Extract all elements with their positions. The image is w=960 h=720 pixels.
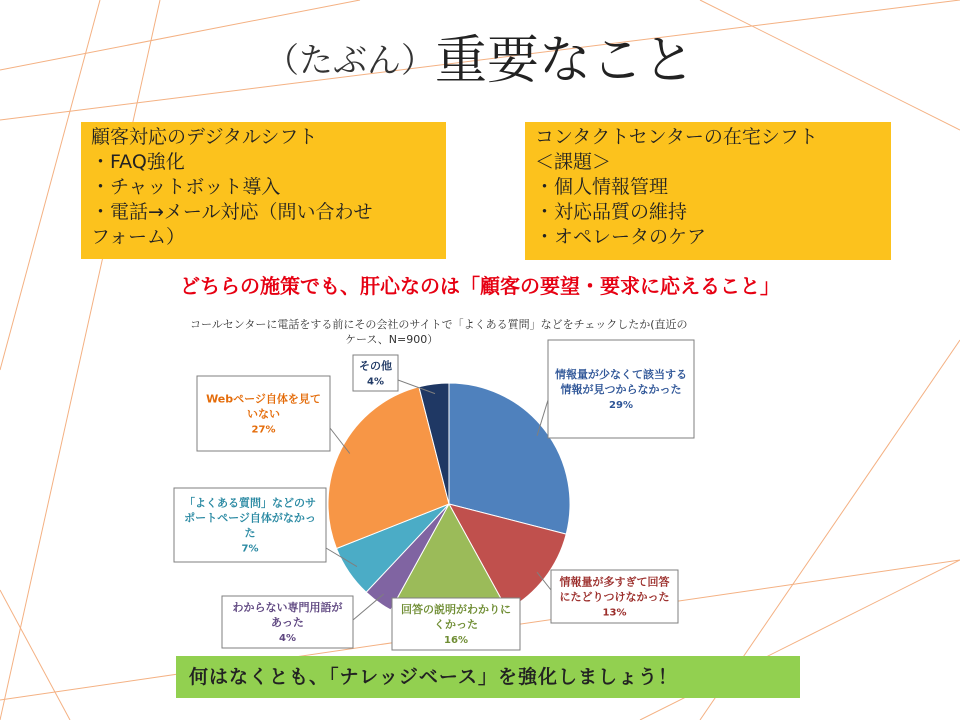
data-label bbox=[551, 570, 678, 623]
data-label-category: 回答の説明がわかりに bbox=[401, 603, 511, 616]
data-label-value: 27% bbox=[251, 424, 276, 436]
remote-shift-item: ・対応品質の維持 bbox=[535, 201, 688, 223]
chart-title-line: コールセンターに電話をする前にその会社のサイトで「よくある質問」などをチェックしたか(直近の bbox=[190, 318, 688, 331]
digital-shift-heading: 顧客対応のデジタルシフト bbox=[91, 126, 318, 148]
title-prefix: （たぶん） bbox=[264, 41, 435, 81]
digital-shift-item: ・電話→メール対応（問い合わせ bbox=[91, 201, 373, 223]
data-label-category: いない bbox=[247, 407, 280, 421]
data-label-value: 13% bbox=[602, 607, 627, 619]
data-label-category: その他 bbox=[359, 359, 392, 373]
key-message: どちらの施策でも、肝心なのは「顧客の要望・要求に応えること」 bbox=[180, 274, 780, 298]
data-label bbox=[353, 355, 398, 391]
data-label-category: くかった bbox=[434, 618, 478, 631]
digital-shift-item: ・FAQ強化 bbox=[91, 151, 185, 173]
data-label-category: Webページ自体を見て bbox=[206, 392, 321, 406]
chart-title-line: ケース、N=900） bbox=[345, 333, 439, 346]
remote-shift-subheading: ＜課題＞ bbox=[535, 151, 612, 173]
data-label-category: た bbox=[244, 526, 256, 540]
data-label-category: あった bbox=[271, 616, 304, 629]
data-label-value: 16% bbox=[444, 635, 468, 646]
remote-shift-heading: コンタクトセンターの在宅シフト bbox=[535, 126, 818, 148]
remote-shift-item: ・個人情報管理 bbox=[535, 176, 669, 198]
bottom-banner: 何はなくとも、「ナレッジベース」を強化しましょう！ bbox=[176, 656, 800, 698]
data-label-category: ポートページ自体がなかっ bbox=[184, 511, 316, 525]
data-label bbox=[548, 340, 694, 438]
title-main: 重要なこと bbox=[434, 31, 695, 91]
digital-shift-item: フォーム） bbox=[91, 226, 186, 248]
data-label-value: 29% bbox=[609, 400, 633, 411]
data-label-category: わからない専門用語が bbox=[232, 601, 343, 614]
digital-shift-item: ・チャットボット導入 bbox=[91, 176, 281, 198]
data-label-category: 情報量が多すぎて回答 bbox=[559, 575, 670, 589]
data-label bbox=[222, 596, 353, 648]
data-label-category: にたどりつけなかった bbox=[559, 590, 670, 604]
leader-line bbox=[353, 594, 384, 620]
data-label-category: 情報が見つからなかった bbox=[560, 383, 682, 396]
data-label-value: 7% bbox=[241, 543, 259, 555]
remote-shift-item: ・オペレータのケア bbox=[535, 226, 707, 248]
data-label-category: 「よくある質問」などのサ bbox=[184, 496, 316, 510]
data-label-value: 4% bbox=[367, 376, 384, 388]
data-label bbox=[197, 376, 330, 451]
data-label-category: 情報量が少なくて該当する bbox=[555, 368, 687, 381]
data-label-value: 4% bbox=[279, 633, 296, 644]
data-label bbox=[392, 598, 520, 650]
data-label bbox=[174, 488, 326, 562]
